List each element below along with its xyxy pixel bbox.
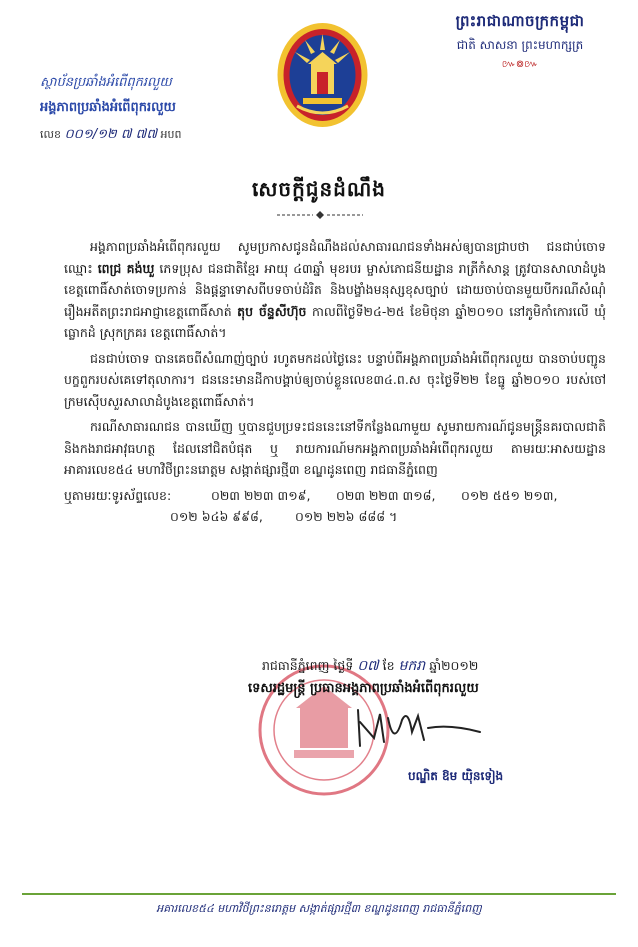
institution-name: ស្ថាប័នប្រឆាំងអំពើពុករលួយ [40, 75, 172, 90]
kingdom-title: ព្រះរាជាណាចក្រកម្ពុជា [455, 12, 585, 30]
phone-number: ០២៣ ២២៣ ៣១៩, [211, 487, 311, 503]
date-month-label: ខែ [382, 658, 395, 673]
former-prosecutor-name: តុប ច័ន្ទសីហ៊ុច [237, 303, 307, 319]
kingdom-header [430, 12, 610, 72]
agency-header [40, 74, 270, 145]
date-month: មករា [398, 658, 426, 674]
paragraph-1 [64, 236, 606, 344]
footer-address: អគារលេខ៥៤ មហាវិថីព្រះនរោត្តម សង្កាត់ផ្សារថ្មី៣ ខណ្ឌដូនពេញ រាជធានីភ្នំពេញ [156, 902, 482, 915]
phone-list [64, 485, 606, 528]
date-prefix: រាជធានីភ្នំពេញ ថ្ងៃទី [262, 658, 354, 673]
agency-name: អង្គភាពប្រឆាំងអំពើពុករលួយ [40, 100, 176, 115]
phone-number: ០២៣ ២២៣ ៣១៨, [336, 487, 436, 503]
document-date [262, 656, 602, 677]
phone-number: ០១២ ៦៤៦ ៩៩៨, [170, 509, 263, 524]
agency-emblem-logo [275, 20, 370, 130]
phone-number: ០១២ ២២៦ ៨៨៨ ។ [295, 509, 398, 524]
phones-lead: ឬតាមរយៈទូរស័ព្ទលេខ: [64, 487, 172, 503]
national-motto: ជាតិ សាសនា ព្រះមហាក្សត្រ [456, 38, 584, 52]
paragraph-2: ជនជាប់ចោទ បានគេចពីសំណាញ់ច្បាប់ រហូតមកដល់ថ្ងៃនេះ បន្ទាប់ពីអង្គភាពប្រឆាំងអំពើពុករលួយ បានចាប់បញ្ជូនបក្ខពួករបស់គេទៅតុលាការ។ ជននេះមានដីកាបង្គាប់ឲ្យចាប់ខ្លួនលេខ៣៤.ព.ស ចុះថ្ងៃទី២២ ខែធ្នូ ឆ្នាំ២០១០ របស់ចៅក្រមស៊ើបសួរសាលាដំបូងខេត្តពោធិ៍សាត់។ [64, 350, 606, 409]
phone-number: ០១២ ៥៥១ ២១៣, [461, 487, 558, 503]
motto-separator: ៚៙៚ [501, 59, 539, 70]
reference-number [40, 126, 270, 145]
document-title: សេចក្តីជូនដំណឹង [252, 177, 386, 201]
announcement-body [64, 236, 606, 528]
footer-divider [22, 893, 616, 895]
signatory-position: ទេសរដ្ឋមន្ត្រី ប្រធានអង្គភាពប្រឆាំងអំពើពុករលួយ [248, 681, 479, 696]
reference-prefix: លេខ [40, 128, 61, 141]
reference-value: ០០១/១២ ៧ ៧៧ [64, 127, 158, 142]
reference-suffix: អបព [160, 128, 182, 141]
date-year: ឆ្នាំ២០១២ [429, 658, 479, 673]
p1-text-c: កាលពីថ្ងៃទី២៤-២៥ ខែមិថុនា ឆ្នាំ២០១០ នៅភូមិកាំកោរលើ ឃុំធ្លោកដំ ស្រុកក្រគរ ខេត្តពោធិ៍សាត់។ [64, 303, 606, 340]
p1-text-a: អង្គភាពប្រឆាំងអំពើពុករលួយ សូមប្រកាសជូនដំណឹងដល់សាធារណជនទាំងអស់ឲ្យបានជ្រាបថា ជនជាប់ចោទឈ្មោះ [64, 239, 606, 276]
p1-text-b: ភេទប្រុស ជនជាតិខ្មែរ អាយុ ៤៣ឆ្នាំ មុខរបរ ម្ចាស់ភោជនីយដ្ឋាន រាត្រីកំសាន្ត ត្រូវបានសាលាដំបូងខេត្តពោធិ៍សាត់ចោទប្រកាន់ និងផ្តន្ទាទោសពីបទចាប់ដំរិត និងបង្ខាំងមនុស្សខុសច្បាប់ ដោយចាប់បានមួយបីករណីសំណុំរឿងអតីតព្រះរាជអាជ្ញាខេត្តពោធិ៍សាត់ [64, 260, 606, 319]
signatory-name: បណ្ឌិត ឱម យ៉ិនទៀង [408, 769, 504, 783]
handwritten-signature [340, 698, 500, 758]
title-ornament [275, 210, 365, 220]
paragraph-3: ករណីសាធារណជន បានឃើញ ឬបានជួបប្រទះជននេះនៅទីកន្លែងណាមួយ សូមរាយការណ៍ជូនមន្ត្រីនគរបាលជាតិ និងកងរាជអាវុធហត្ថ ដែលនៅជិតបំផុត ឬ រាយការណ៍មកអង្គភាពប្រឆាំងអំពើពុករលួយ តាមរយៈអាសយដ្ឋានអាគារលេខ៥៤ មហាវិថីព្រះនរោត្តម សង្កាត់ផ្សារថ្មី៣ ខណ្ឌដូនពេញ រាជធានីភ្នំពេញ [64, 419, 606, 477]
date-day: ០៧ [357, 658, 379, 674]
suspect-name: ពេជ្រ គង់ឃួ [97, 260, 155, 276]
